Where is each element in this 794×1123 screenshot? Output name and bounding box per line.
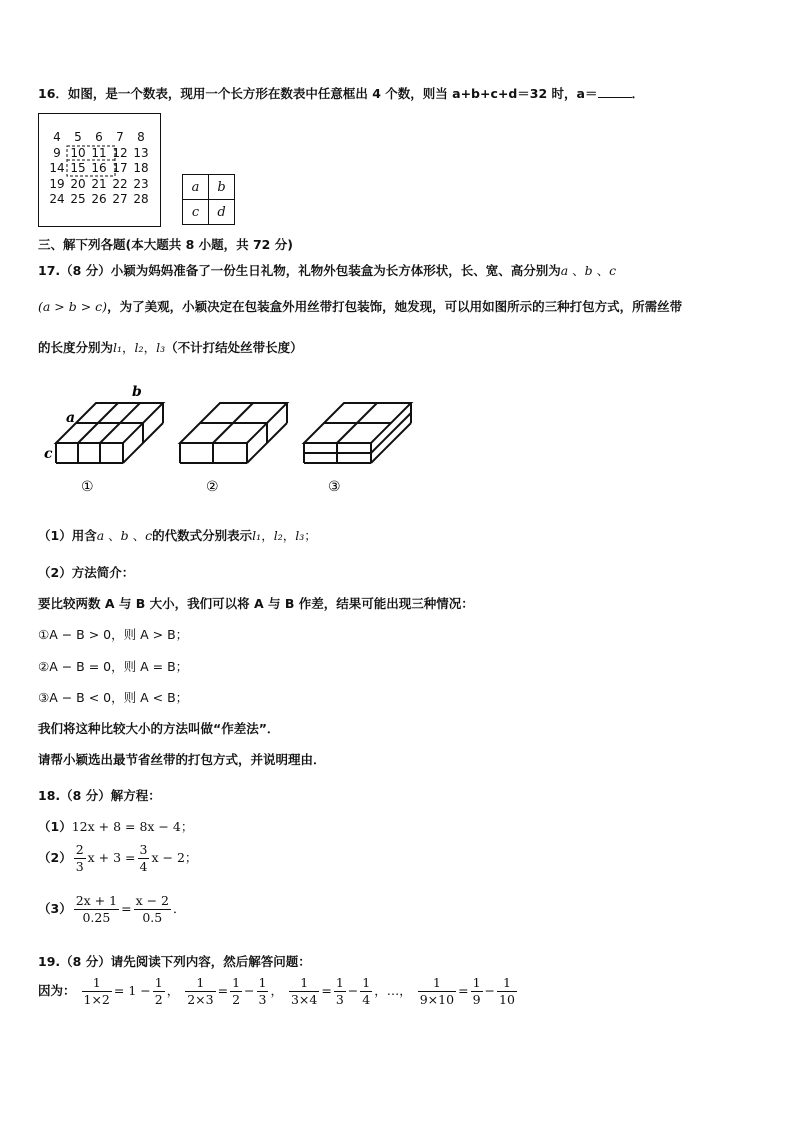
fig-number-1: ① [81, 479, 94, 495]
number-cell: 17 [112, 161, 128, 175]
q18-eq3: （3） $\frac{2x + 1}{0.25}$ = $\frac{x - 2}{0.5}$ ． [38, 893, 186, 925]
fig-number-2: ② [206, 479, 219, 495]
q17-line2: (a > b > c)，为了美观，小颖决定在包装盒外用丝带打包装饰，她发现，可以用如图所示的三种打包方式，所需丝带 [38, 299, 683, 314]
number-cell: 26 [91, 192, 107, 206]
term-3: $\frac{1}{3\times 4}$ = $\frac{1}{3}$ − $\frac{1}{4}$ ，…， [290, 975, 412, 1007]
number-cell: 6 [95, 130, 103, 144]
q17-line3: 的长度分别为l₁，l₂，l₃（不计打结处丝带长度） [38, 340, 303, 355]
ribbon-boxes-figure [36, 380, 436, 500]
q18-eq2: （2） $\frac{2}{3}$ x + 3 = $\frac{3}{4}$ x − 2； [38, 842, 198, 874]
number-cell: 8 [137, 130, 145, 144]
number-cell: 16 [91, 161, 107, 175]
number-cell: 18 [133, 161, 149, 175]
number-cell: 23 [133, 176, 149, 191]
label-b: b [132, 384, 142, 400]
method-text: 我们将这种比较大小的方法叫做“作差法”． [38, 721, 280, 736]
number-cell: 28 [133, 192, 149, 206]
compare-intro: 要比较两数 A 与 B 大小，我们可以将 A 与 B 作差，结果可能出现三种情况： [38, 596, 474, 611]
label-c: c [44, 446, 53, 462]
number-cell: 9 [53, 145, 61, 160]
section-title: 三、解下列各题(本大题共 8 小题，共 72 分) [38, 237, 293, 252]
term-2: $\frac{1}{2\times 3}$ = $\frac{1}{2}$ − $\frac{1}{3}$ ， [187, 975, 283, 1007]
q19-title: 19.（8 分）请先阅读下列内容，然后解答问题： [38, 954, 311, 969]
q19-fractions: 因为： $\frac{1}{1\times 2}$ = 1 − $\frac{1}{2}$ ， $\frac{1}{2\times 3}$ = $\frac{1}{2}$ − $\frac{1}{3}$ ， $\frac{1}{3\times 4}$ = $\frac{1}{3}$ − $\frac{1}{4}$ ，…， $\frac{1}{9\times 10}$ = $\frac{1}{9}$ − $\frac{1}{10}$ [38, 975, 519, 1008]
number-table [38, 113, 161, 227]
number-cell: 5 [74, 130, 82, 144]
number-cell: 12 [112, 145, 128, 160]
number-cell: 14 [49, 161, 65, 175]
box-2 [180, 403, 287, 463]
q17-part1: （1）用含a 、b 、c的代数式分别表示l₁，l₂，l₃； [38, 528, 317, 543]
abcd-table [182, 174, 235, 225]
number-cell: 4 [53, 130, 61, 144]
cell-c: c [183, 200, 209, 225]
term-1: $\frac{1}{1\times 2}$ = 1 − $\frac{1}{2}$ ， [83, 975, 180, 1007]
case-2: ②A − B = 0，则 A = B； [38, 659, 189, 674]
cell-b: b [209, 175, 235, 200]
number-cell: 10 [70, 145, 86, 160]
term-4: $\frac{1}{9\times 10}$ = $\frac{1}{9}$ − $\frac{1}{10}$ [419, 975, 515, 1007]
fig-number-3: ③ [328, 479, 341, 495]
number-cell: 19 [49, 176, 65, 191]
q16-text: 16．如图，是一个数表，现用一个长方形在数表中任意框出 4 个数，则当 a+b+c+d＝32 时，a＝ ． [38, 86, 645, 101]
label-a: a [66, 410, 76, 426]
number-cell: 27 [112, 192, 128, 206]
number-cell: 25 [70, 192, 86, 206]
box-3 [304, 403, 411, 463]
number-cell: 11 [91, 145, 107, 160]
number-cell: 24 [49, 192, 65, 206]
number-cell: 7 [116, 130, 124, 144]
number-cell: 13 [133, 145, 149, 160]
number-cell: 15 [70, 161, 86, 175]
case-3: ③A − B < 0，则 A < B； [38, 690, 189, 705]
number-cell: 21 [91, 176, 107, 191]
case-1: ①A − B > 0，则 A > B； [38, 627, 189, 642]
q18-eq1: （1）12x + 8 = 8x − 4； [38, 819, 194, 834]
cell-d: d [209, 200, 235, 225]
q17-part2: （2）方法简介： [38, 565, 135, 580]
number-cell: 20 [70, 176, 86, 191]
cell-a: a [183, 175, 209, 200]
q17-line1: 17.（8 分）小颖为妈妈准备了一份生日礼物，礼物外包装盒为长方体形状，长、宽、高分别为a 、b 、c [38, 263, 617, 278]
number-cell: 22 [112, 176, 128, 191]
q17-ask: 请帮小颖选出最节省丝带的打包方式，并说明理由． [38, 752, 326, 767]
answer-blank[interactable] [598, 85, 632, 98]
q18-title: 18.（8 分）解方程： [38, 788, 161, 803]
